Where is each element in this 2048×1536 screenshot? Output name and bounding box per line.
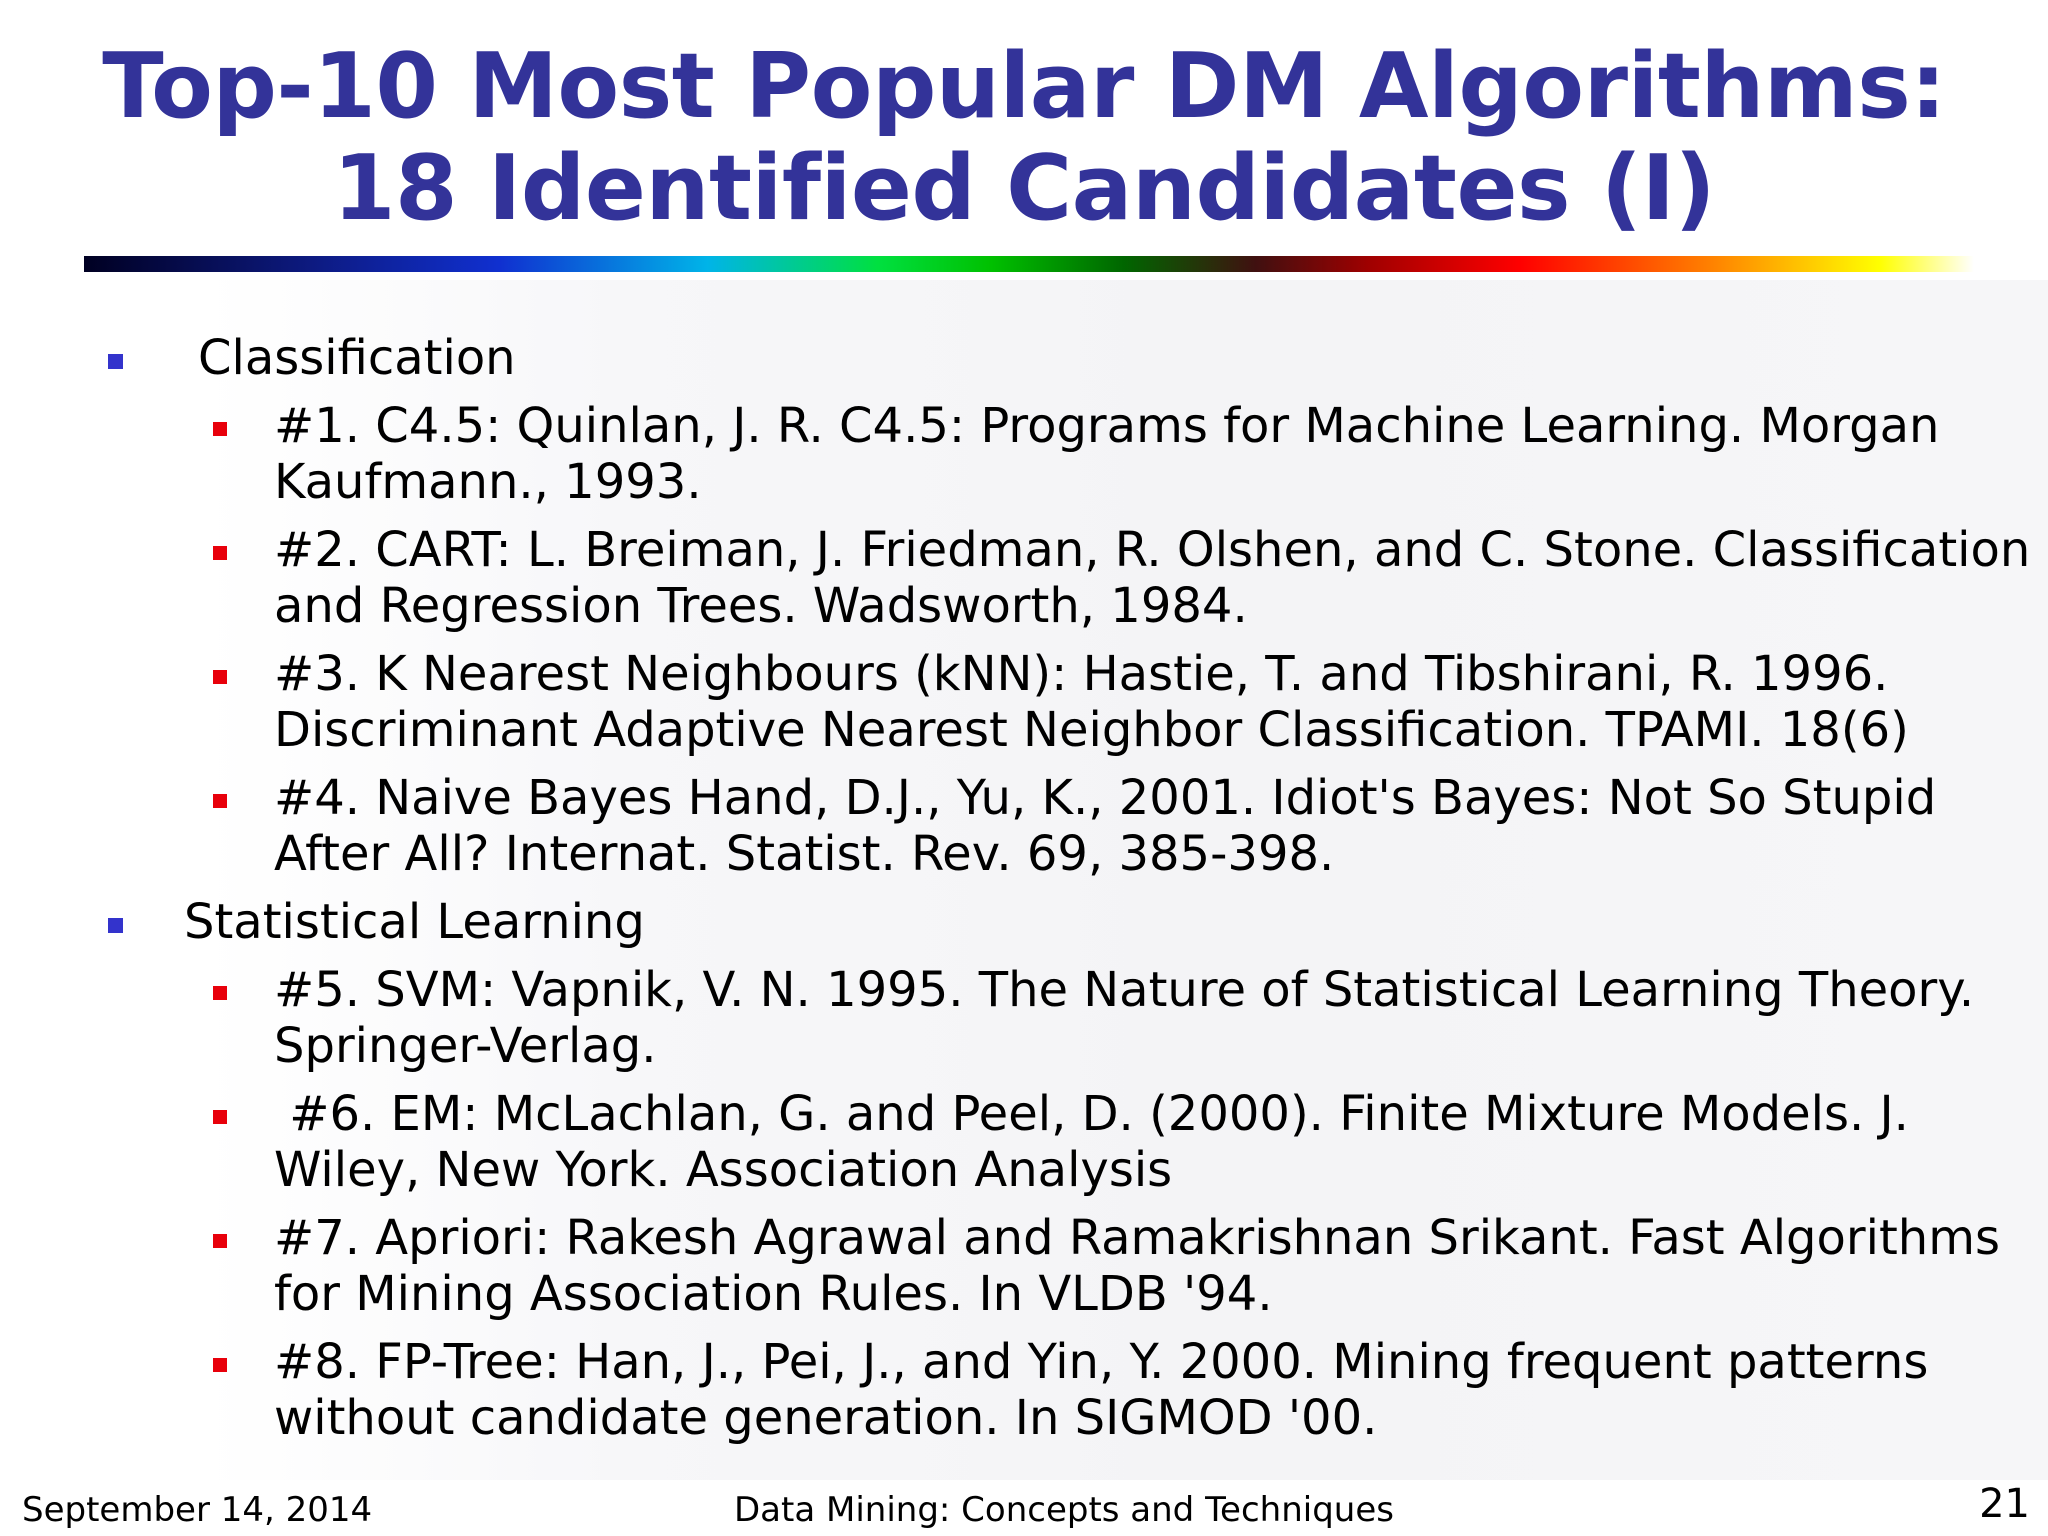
list-item: [0, 1086, 2048, 1198]
item-line: #4. Naive Bayes Hand, D.J., Yu, K., 2001. Idiot's Bayes: Not So Stupid: [274, 770, 1937, 826]
square-bullet-icon: [213, 546, 227, 560]
item-line: and Regression Trees. Wadsworth, 1984.: [274, 578, 1248, 634]
section-heading-classification: [0, 330, 2048, 386]
square-bullet-icon: [213, 1358, 227, 1372]
footer-date: September 14, 2014: [22, 1490, 373, 1530]
section-heading-statistical-learning: [0, 894, 2048, 950]
item-line: for Mining Association Rules. In VLDB '94.: [274, 1266, 1273, 1322]
list-item: [0, 1334, 2048, 1446]
list-item: [0, 770, 2048, 882]
item-line: #7. Apriori: Rakesh Agrawal and Ramakrishnan Srikant. Fast Algorithms: [274, 1210, 2000, 1266]
item-line: #2. CART: L. Breiman, J. Friedman, R. Olshen, and C. Stone. Classification: [274, 522, 2031, 578]
item-line: Kaufmann., 1993.: [274, 454, 702, 510]
bullet-list: [0, 330, 2048, 1446]
list-item: [0, 1210, 2048, 1322]
list-item: [0, 962, 2048, 1074]
item-line: Discriminant Adaptive Nearest Neighbor Classification. TPAMI. 18(6): [274, 702, 1909, 758]
section-heading-text: Statistical Learning: [184, 894, 645, 950]
title-line-1: Top-10 Most Popular DM Algorithms:: [102, 34, 1946, 139]
square-bullet-icon: [108, 918, 123, 933]
square-bullet-icon: [213, 1110, 227, 1124]
item-line: Springer-Verlag.: [274, 1018, 657, 1074]
title-line-2: 18 Identified Candidates (I): [332, 136, 1716, 241]
section-heading-text: Classification: [198, 330, 516, 386]
square-bullet-icon: [213, 1234, 227, 1248]
item-line: Wiley, New York. Association Analysis: [274, 1142, 1173, 1198]
item-line: #6. EM: McLachlan, G. and Peel, D. (2000). Finite Mixture Models. J.: [274, 1086, 1909, 1142]
slide-title: [0, 36, 2048, 240]
list-item: [0, 398, 2048, 510]
list-item: [0, 646, 2048, 758]
square-bullet-icon: [213, 670, 227, 684]
square-bullet-icon: [213, 986, 227, 1000]
item-line: #3. K Nearest Neighbours (kNN): Hastie, T. and Tibshirani, R. 1996.: [274, 646, 1889, 702]
rainbow-divider: [84, 256, 1974, 272]
list-item: [0, 522, 2048, 634]
item-line: without candidate generation. In SIGMOD '00.: [274, 1390, 1378, 1446]
square-bullet-icon: [213, 794, 227, 808]
square-bullet-icon: [108, 354, 123, 369]
square-bullet-icon: [213, 422, 227, 436]
footer-page-number: 21: [1979, 1481, 2030, 1527]
item-line: After All? Internat. Statist. Rev. 69, 385-398.: [274, 826, 1335, 882]
item-line: #1. C4.5: Quinlan, J. R. C4.5: Programs for Machine Learning. Morgan: [274, 398, 1940, 454]
item-line: #5. SVM: Vapnik, V. N. 1995. The Nature of Statistical Learning Theory.: [274, 962, 1975, 1018]
footer-course-title: Data Mining: Concepts and Techniques: [734, 1490, 1394, 1530]
item-line: #8. FP-Tree: Han, J., Pei, J., and Yin, Y. 2000. Mining frequent patterns: [274, 1334, 1929, 1390]
